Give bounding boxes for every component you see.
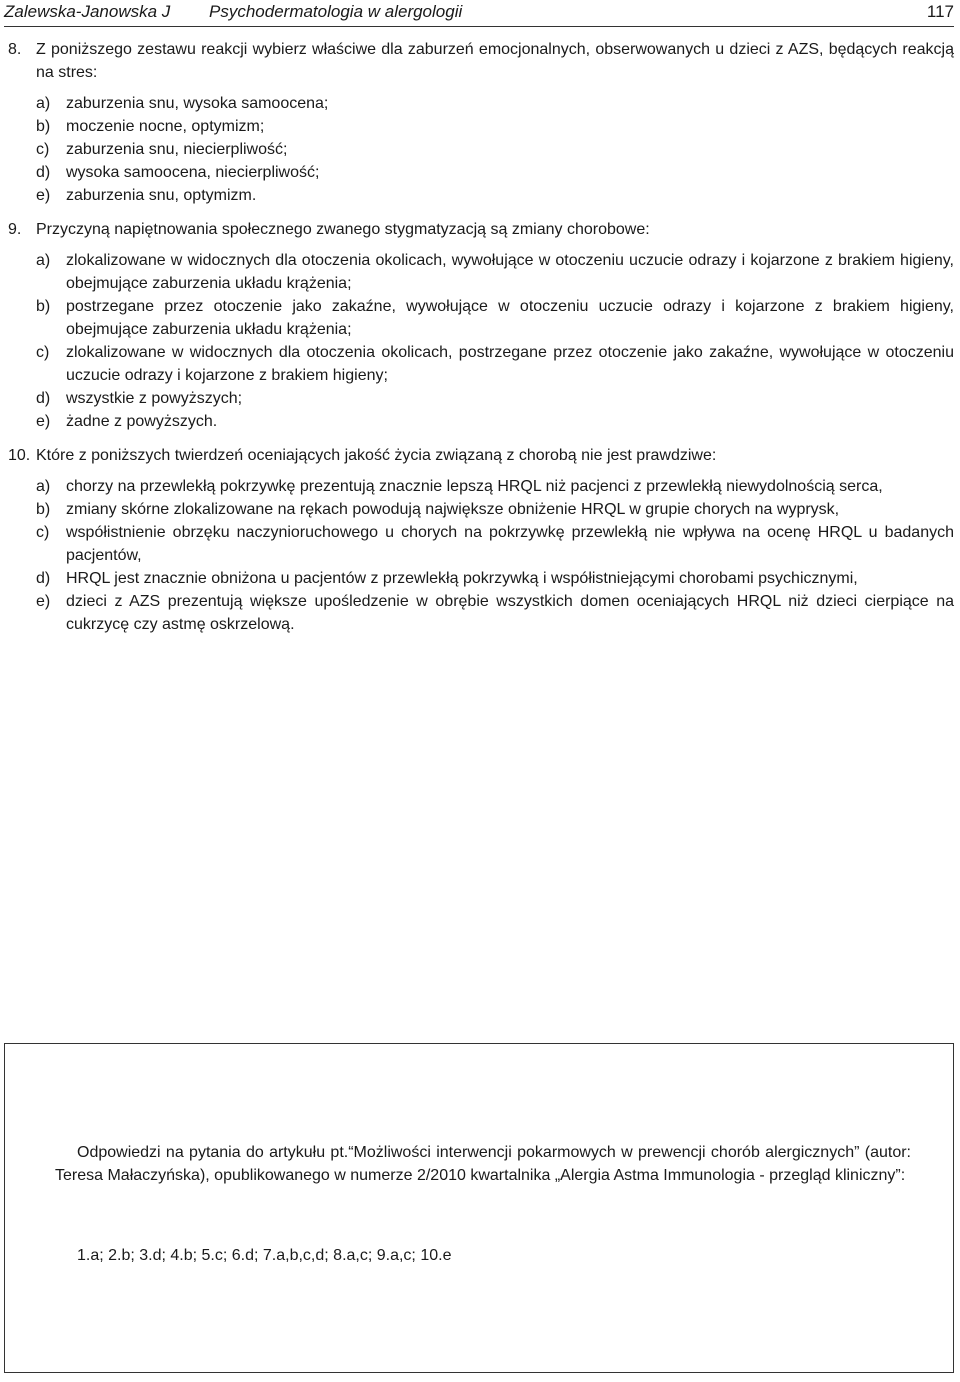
answer-letter: a) (36, 478, 51, 495)
answer-option (36, 590, 954, 636)
answer-option (36, 567, 954, 590)
answer-text: współistnienie obrzęku naczynioruchowego u chorych na pokrzywkę przewlekłą nie wpływa na ocenę HRQL u badanych pacjentów, (66, 524, 954, 564)
answer-text: zaburzenia snu, optymizm. (66, 187, 257, 204)
answer-option (36, 138, 954, 161)
answer-letter: d) (36, 390, 51, 407)
answer-letter: b) (36, 118, 51, 135)
answer-text: zlokalizowane w widocznych dla otoczenia okolicach, postrzegane przez otoczenie jako zakaźne, wywołujące w otoczeniu uczucie odrazy i kojarzone z brakiem higieny; (66, 344, 954, 384)
answer-letter: e) (36, 413, 51, 430)
answer-option (36, 498, 954, 521)
answer-text: chorzy na przewlekłą pokrzywkę prezentują znacznie lepszą HRQL niż pacjenci z przewlekłą niewydolnością serca, (66, 478, 883, 495)
answer-text: wysoka samoocena, niecierpliwość; (66, 164, 320, 181)
answer-text: wszystkie z powyższych; (66, 390, 243, 407)
question-number: 8. (8, 41, 22, 58)
page-header (4, 0, 954, 27)
answer-letter: d) (36, 570, 51, 587)
answer-option (36, 410, 954, 433)
answer-key-values: 1.a; 2.b; 3.d; 4.b; 5.c; 6.d; 7.a,b,c,d; 8.a,c; 9.a,c; 10.e (77, 1247, 452, 1264)
answer-text: żadne z powyższych. (66, 413, 218, 430)
answers-list (8, 92, 954, 207)
answer-letter: b) (36, 298, 51, 315)
answer-letter: e) (36, 187, 51, 204)
answer-text: zlokalizowane w widocznych dla otoczenia okolicach, wywołujące w otoczeniu uczucie odrazy i kojarzone z brakiem higieny, obejmujące zaburzenia układu krążenia; (66, 252, 954, 292)
question-text: Z poniższego zestawu reakcji wybierz właściwe dla zaburzeń emocjonalnych, obserwowanych u dzieci z AZS, będących reakcją na stres: (36, 41, 954, 81)
answer-option (36, 341, 954, 387)
question-number: 9. (8, 221, 22, 238)
question-8 (8, 38, 954, 84)
answer-letter: c) (36, 344, 50, 361)
question-number: 10. (8, 447, 31, 464)
question-text: Przyczyną napiętnowania społecznego zwanego stygmatyzacją są zmiany chorobowe: (36, 221, 650, 238)
question-text: Które z poniższych twierdzeń oceniających jakość życia związaną z chorobą nie jest prawdziwe: (36, 447, 717, 464)
answer-key-intro-text: Odpowiedzi na pytania do artykułu pt.“Możliwości interwencji pokarmowych w prewencji chorób alergicznych” (autor: Teresa Małaczyńska), opublikowanego w numerze 2/2010 kwartalnika „Alergia Astma Immunologia - przegląd kliniczny”: (55, 1144, 911, 1184)
answer-key-box (4, 1043, 954, 1373)
answer-option (36, 92, 954, 115)
answer-letter: e) (36, 593, 51, 610)
answer-text: zaburzenia snu, wysoka samoocena; (66, 95, 329, 112)
answer-letter: a) (36, 252, 51, 269)
answer-option (36, 115, 954, 138)
answer-letter: c) (36, 141, 50, 158)
question-9 (8, 218, 954, 241)
answer-text: zmiany skórne zlokalizowane na rękach powodują największe obniżenie HRQL w grupie chorych na wyprysk, (66, 501, 840, 518)
answer-option (36, 161, 954, 184)
answer-option (36, 249, 954, 295)
answer-text: moczenie nocne, optymizm; (66, 118, 265, 135)
answer-option (36, 475, 954, 498)
answer-text: postrzegane przez otoczenie jako zakaźne, wywołujące w otoczeniu uczucie odrazy i kojarzone z brakiem higieny, obejmujące zaburzenia układu krążenia; (66, 298, 954, 338)
page-number: 117 (926, 2, 954, 21)
header-author: Zalewska-Janowska J (4, 2, 171, 21)
answer-text: zaburzenia snu, niecierpliwość; (66, 141, 288, 158)
answer-letter: a) (36, 95, 51, 112)
answer-option (36, 295, 954, 341)
answer-text: HRQL jest znacznie obniżona u pacjentów z przewlekłą pokrzywką i współistniejącymi chorobami psychicznymi, (66, 570, 858, 587)
answer-option (36, 521, 954, 567)
answers-list (8, 249, 954, 433)
answer-option (36, 184, 954, 207)
answer-letter: c) (36, 524, 50, 541)
answer-option (36, 387, 954, 410)
answer-letter: d) (36, 164, 51, 181)
questions-section (8, 38, 954, 636)
header-journal: Psychodermatologia w alergologii (209, 2, 463, 21)
answer-letter: b) (36, 501, 51, 518)
question-10 (8, 444, 954, 467)
answers-list (8, 475, 954, 636)
answer-text: dzieci z AZS prezentują większe upośledzenie w obrębie wszystkich domen oceniających HRQL niż dzieci cierpiące na cukrzycę czy astmę oskrzelową. (66, 593, 954, 633)
answer-key-intro (55, 1141, 911, 1187)
